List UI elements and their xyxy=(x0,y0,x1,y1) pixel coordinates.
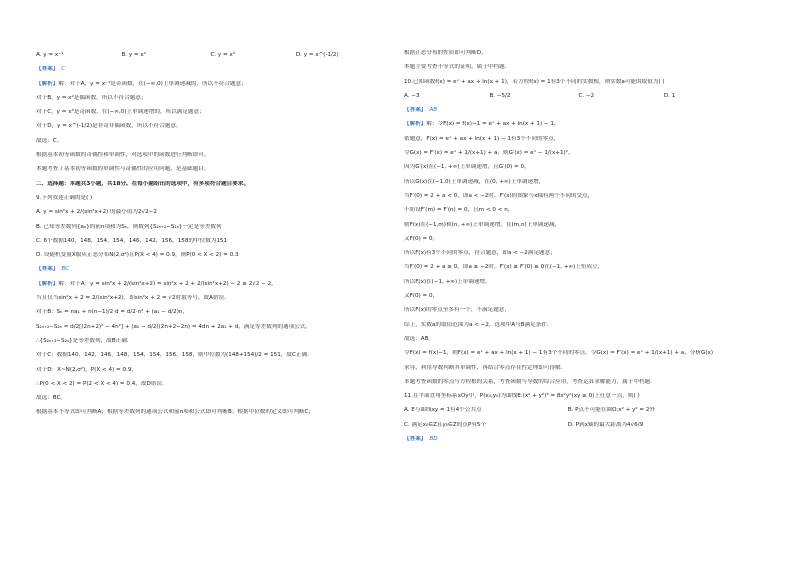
text-line: 根据基本初等函数的奇偶性和单调性，对选项中的函数进行判断即可。 xyxy=(36,152,210,159)
text-line: 所以F(x)在(−1, +∞)上单调递增， xyxy=(404,278,491,285)
answer-value: AB xyxy=(429,107,438,114)
answer-tag: 【答案】 xyxy=(404,107,427,114)
text-line: C. 6个数据140，148，154，154，146，142，156，158的中位数为151 xyxy=(36,237,228,244)
text-line: 综上，实数a的取值范围为a < −2，选项中A与B满足条件． xyxy=(404,321,553,328)
text-line: 10.已知函数f(x) = eˣ + ax + ln(x + 1)，若方程f(x) = 1有3个不同的实数根，则实数a可能的取值为( ) xyxy=(404,78,665,85)
text-line: 所以F(x)的零点至多有一个，不满足题意， xyxy=(404,307,510,314)
option-text: B. −5/2 xyxy=(489,92,511,99)
answer-line xyxy=(404,107,760,114)
option-text: B. P点不可能在圆O:x² + y² = 2外 xyxy=(567,407,656,414)
analysis-line xyxy=(36,281,392,288)
option-text: A. −3 xyxy=(404,92,420,99)
text-line: 对于D，y = x^(-1/2)是非奇非偶函数，所以不符合题意。 xyxy=(36,123,182,130)
option-text: A. E与曲线xy = 1有4个公共点 xyxy=(404,407,482,414)
text-line: 当且仅当sin²x + 2 = 2/(sin²x+2)，即sin²x + 2 = √2时取等号，故A错误． xyxy=(36,295,230,302)
text-line: 本题考查函数的零点与方程根的关系，考查函数与导数的综合应用，考查运算求解能力，属于中档题． xyxy=(404,378,656,385)
analysis-tag: 【解析】 xyxy=(36,280,59,287)
text-line: 对于C，y = x³是奇函数，在(−∞,0)上单调递增的，所以满足题意； xyxy=(36,109,205,116)
answer-tag: 【答案】 xyxy=(36,266,59,273)
answer-value: C xyxy=(61,66,66,73)
text-line: 对于C：数据140，142，146，148，154，154，156，158，则中位数为(148+154)/2 = 151，故C正确． xyxy=(36,352,313,359)
section-heading: 二、选择题：本题共3小题，共18分。在每小题给出的选项中，有多项符合题目要求。 xyxy=(36,180,250,187)
text-line: 当F′(0) = 2 + a ≥ 0，即a ≥ −2时，F′(x) ≥ F′(0) ≥ 0在(−1, +∞)上恒成立， xyxy=(404,264,604,271)
text-line: 令G(x) = F′(x) = eˣ + 1/(x+1) + a，则G′(x) = eˣ − 1/(x+1)²， xyxy=(404,150,574,157)
answer-line xyxy=(404,436,760,443)
option-text: D. 1 xyxy=(663,92,676,99)
option-text: C. 满足x₀∈Z且y₀∈Z的点P有5个 xyxy=(404,421,487,428)
analysis-tag: 【解析】 xyxy=(36,80,59,87)
text-line: 根据正态分布的性质即可判断D。 xyxy=(404,50,487,56)
text-line: D. 设随机变量X服从正态分布N(2,σ²)且P(X < 4) = 0.9，则P(0 < X < 2) = 0.3 xyxy=(36,252,239,259)
text-line: 当F′(0) = 2 + a < 0，即a < −2时，F′(x)的图象与x轴有两个不同的交点， xyxy=(404,192,594,199)
right-column xyxy=(404,50,760,450)
answer-tag: 【答案】 xyxy=(36,66,59,73)
text-line: 11.在平面直角坐标系xOy中，P(x₀,y₀)为曲线E:(x² + y²)³ = 8x²y²(xy ≥ 0)上任意一点，则( ) xyxy=(404,393,640,400)
text-line: 因为G′(x)在(−1, +∞)上单调递增，且G′(0) = 0， xyxy=(404,164,530,171)
text-line: 所以G(x)在(−1,0)上单调递减，在(0, +∞)上单调递增， xyxy=(404,178,545,185)
answer-value: BC xyxy=(61,266,70,273)
option-row xyxy=(404,407,760,414)
analysis-text: 解：对于A，y = x⁻¹是奇函数，在(−∞,0)上单调递减的，所以不符合题意； xyxy=(58,80,247,87)
text-line: 故选：C。 xyxy=(36,137,63,144)
text-line: 对于B：Sₙ = na₁ + n(n−1)/2·d = d/2·n² + (a₁ − d/2)n， xyxy=(36,309,189,316)
option-row xyxy=(36,52,392,59)
text-line: 对于B，y = x²是偶函数，所以不符合题意； xyxy=(36,94,147,101)
text-line: A. y = sin²x + 2/(sin²x+2) 的最小值为2√2−2 xyxy=(36,209,157,216)
text-line: 本题主要考查不等式的证明，属于中档题． xyxy=(404,64,511,71)
answer-tag: 【答案】 xyxy=(404,436,427,443)
text-line: 故选：BC。 xyxy=(36,395,67,402)
option-text: C. −2 xyxy=(578,92,595,99)
option-text: A. y = x⁻¹ xyxy=(36,52,64,58)
analysis-line xyxy=(36,81,392,88)
text-line: 对于D：X~N(2,σ²)，P(X < 4) = 0.9， xyxy=(36,366,137,373)
text-line: 9.下列叙述正确的是( ) xyxy=(36,194,93,201)
text-line: 求导，利用导数判断其单调性，再结合零点存在性定理即可得解． xyxy=(404,364,567,371)
text-line: 又F(0) = 0， xyxy=(404,235,439,242)
text-line: 依题意，F(x) = eˣ + ax + ln(x + 1) − 1有3个不同的零点， xyxy=(404,135,560,142)
option-row xyxy=(404,422,760,429)
text-line: ∴P(0 < X < 2) = P(2 < X < 4) = 0.4，故D错误． xyxy=(36,380,168,387)
text-line: S₂ₙ₊₂−S₂ₙ = d/2[(2n+2)² − 4n²] + (a₁ − d/2)(2n+2−2n) = 4dn + 2a₁ + d，满足等差数列的通项公式， xyxy=(36,323,311,330)
answer-value: BD xyxy=(429,436,438,443)
text-line: 不妨设F′(m) = F′(n) = 0，且m < 0 < n， xyxy=(404,207,514,214)
option-row xyxy=(404,93,760,100)
option-text: B. y = x² xyxy=(121,52,146,58)
answer-line xyxy=(36,66,392,73)
text-line: B. 已知等差数列{aₙ}的前n项和为Sₙ，则数列{S₂ₙ₊₂−S₂ₙ}一定是等差数列 xyxy=(36,223,222,230)
analysis-text: 解：令F(x) = f(x)−1 = eˣ + ax + ln(x + 1) − 1， xyxy=(426,121,560,128)
text-line: ∴{S₂ₙ₊₂−S₂ₙ}是等差数列，故B正确． xyxy=(36,337,133,344)
left-column xyxy=(36,52,392,424)
option-text: D. y = x^(-1/2) xyxy=(295,52,339,58)
text-line: 又F(0) = 0， xyxy=(404,293,439,300)
option-text: C. y = x³ xyxy=(210,52,236,58)
text-line: 令F(x) = f(x)−1，则F(x) = eˣ + ax + ln(x + 1) − 1有3个不同的零点，令G(x) = F′(x) = eˣ + 1/(x+1) + a，分析G(x) xyxy=(404,350,714,357)
text-line: 则F(x)在(−1,m)和(n, +∞)上单调递增，在(m,n)上单调递减， xyxy=(404,221,561,228)
analysis-tag: 【解析】 xyxy=(404,121,427,128)
analysis-line xyxy=(404,121,760,128)
analysis-text: 解：对于A：y = sin²x + 2/(sin²x+2) = sin²x + 2 + 2/(sin²x+2) − 2 ≥ 2√2 − 2， xyxy=(58,280,277,287)
text-line: 故选：AB。 xyxy=(404,335,435,342)
text-line: 所以F(x)有3个不同的零点，符合题意，即a < −2满足题意； xyxy=(404,250,556,257)
text-line: 本题考查了基本初等函数的单调性与奇偶性的应用问题，是基础题目。 xyxy=(36,166,210,173)
text-line: 根据基本不等式即可判断A；根据等差数列的通项公式和前n项和公式即可判断B；根据中位数的定义即可判断C； xyxy=(36,409,315,416)
answer-line xyxy=(36,266,392,273)
option-text: D. P到x轴的最大距离为4√6/9 xyxy=(567,421,644,428)
